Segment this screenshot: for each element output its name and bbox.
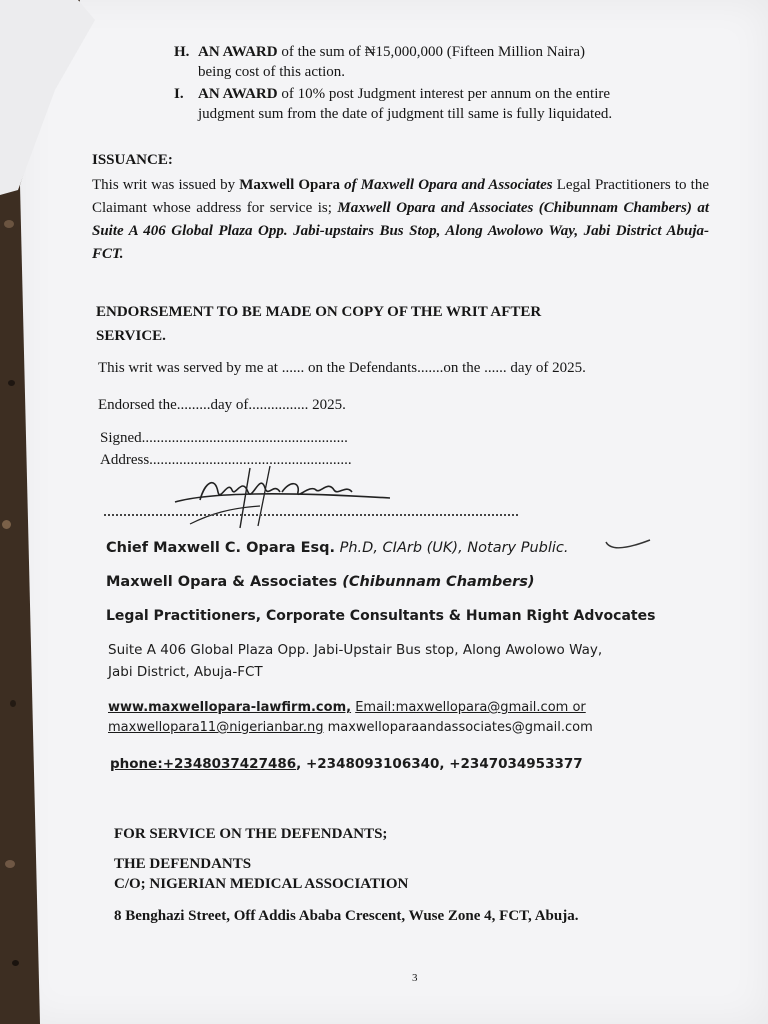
prayer-item-h: H. AN AWARD of the sum of ₦15,000,000 (Fifteen Million Naira) being cost of this action. <box>174 44 586 80</box>
service-statement: This writ was served by me at ...... on the Defendants.......on the ...... day of 2025. <box>98 360 586 376</box>
signature-dotted-line <box>104 514 518 516</box>
issuance-paragraph: This writ was issued by Maxwell Opara of Maxwell Opara and Associates Legal Practitioners to the Claimant whose address for service is; Maxwell Opara and Associates (Chibunnam Chambers) at Suite A 406 Global Plaza Opp. Jabi-upstairs Bus Stop, Along Awolowo Way, Jabi District Abuja-FCT. <box>92 177 710 262</box>
address-line: Address...................................................... <box>100 452 352 468</box>
defendants-address: 8 Benghazi Street, Off Addis Ababa Crescent, Wuse Zone 4, FCT, Abuja. <box>114 908 579 924</box>
endorsement-heading: ENDORSEMENT TO BE MADE ON COPY OF THE WRIT AFTER <box>96 304 542 320</box>
tick-mark <box>604 536 654 552</box>
firm-address-line-1: Suite A 406 Global Plaza Opp. Jabi-Upstair Bus stop, Along Awolowo Way, <box>108 642 603 658</box>
signed-line: Signed....................................................... <box>100 430 348 446</box>
email-3: maxwelloparaandassociates@gmail.com <box>323 720 593 735</box>
email-link-2[interactable]: maxwellopara11@nigerianbar.ng <box>108 720 324 735</box>
endorsement-heading-cont: SERVICE. <box>96 328 166 344</box>
email-link-1[interactable]: Email:maxwellopara@gmail.com or <box>355 700 586 715</box>
firm-name: Maxwell Opara & Associates (Chibunnam Chambers) <box>106 574 535 590</box>
contact-line-2 <box>108 720 593 735</box>
issuance-heading: ISSUANCE: <box>92 152 173 168</box>
handwritten-signature <box>170 462 400 532</box>
defendants-label: THE DEFENDANTS <box>114 856 252 872</box>
prayer-item-i: I. AN AWARD of 10% post Judgment interest per annum on the entire judgment sum from the date of judgment till same is fully liquidated. <box>174 86 613 122</box>
website-link[interactable]: www.maxwellopara-lawfirm.com, <box>108 700 352 715</box>
phone-line: phone:+2348037427486, +2348093106340, +2347034953377 <box>110 756 583 772</box>
endorsed-date-line: Endorsed the.........day of................ 2025. <box>98 397 346 413</box>
page-number: 3 <box>412 972 418 984</box>
service-heading: FOR SERVICE ON THE DEFENDANTS; <box>114 826 388 842</box>
lawyer-name: Chief Maxwell C. Opara Esq. Ph.D, CIArb (UK), Notary Public. <box>106 540 569 556</box>
defendants-care-of: C/O; NIGERIAN MEDICAL ASSOCIATION <box>114 876 409 892</box>
phone-link[interactable]: phone:+2348037427486 <box>110 756 297 772</box>
contact-line-1 <box>108 700 586 715</box>
firm-services: Legal Practitioners, Corporate Consultants & Human Right Advocates <box>106 608 656 624</box>
firm-address-line-2: Jabi District, Abuja-FCT <box>108 664 263 680</box>
